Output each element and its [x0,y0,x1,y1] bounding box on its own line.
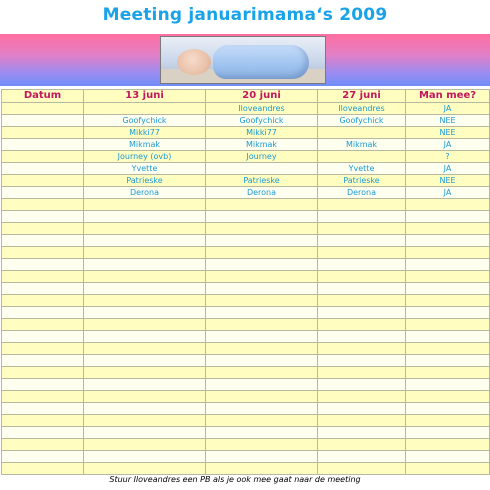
table-cell [206,295,318,307]
table-cell: Patrieske [318,175,406,187]
table-row [2,427,490,439]
column-header-man-mee: Man mee? [406,90,490,103]
table-row [2,187,490,199]
table-cell [318,451,406,463]
table-row [2,235,490,247]
table-cell [406,295,490,307]
table-cell [2,115,84,127]
table-cell [84,223,206,235]
table-cell [318,415,406,427]
table-cell [206,235,318,247]
table-cell [84,211,206,223]
table-cell [2,235,84,247]
table-cell: NEE [406,175,490,187]
table-cell [2,451,84,463]
table-cell: Iloveandres [318,103,406,115]
table-cell [2,163,84,175]
table-cell [206,319,318,331]
table-row [2,139,490,151]
table-row [2,199,490,211]
table-row [2,355,490,367]
table-cell [406,463,490,475]
table-cell [406,211,490,223]
table-cell [2,211,84,223]
table-row [2,247,490,259]
table-cell [206,307,318,319]
table-cell [84,271,206,283]
table-cell [406,355,490,367]
table-cell: Patrieske [206,175,318,187]
table-cell [2,127,84,139]
table-row [2,283,490,295]
table-cell [406,223,490,235]
table-cell [206,343,318,355]
table-cell [2,307,84,319]
table-cell [2,151,84,163]
table-cell [2,355,84,367]
table-cell [84,439,206,451]
table-cell [206,403,318,415]
table-cell [206,163,318,175]
table-cell: JA [406,163,490,175]
table-cell [318,247,406,259]
table-cell [318,307,406,319]
table-cell [318,379,406,391]
table-cell [206,283,318,295]
table-cell [318,127,406,139]
table-cell [2,319,84,331]
table-cell [318,403,406,415]
table-cell [318,319,406,331]
table-row [2,223,490,235]
table-cell [406,403,490,415]
table-cell [84,427,206,439]
column-header-13-juni: 13 juni [84,90,206,103]
table-cell [84,343,206,355]
table-cell: Goofychick [206,115,318,127]
table-cell [406,319,490,331]
table-cell [206,247,318,259]
table-cell [406,439,490,451]
table-cell [2,103,84,115]
footer-note: Stuur Iloveandres een PB als je ook mee gaat naar de meeting [109,475,361,484]
table-cell [406,271,490,283]
table-cell [84,319,206,331]
table-cell [2,427,84,439]
table-cell [406,451,490,463]
table-cell [206,391,318,403]
table-cell [84,331,206,343]
table-row [2,331,490,343]
table-cell [84,403,206,415]
column-header-20-juni: 20 juni [206,90,318,103]
table-cell [84,295,206,307]
table-cell [318,331,406,343]
table-cell [2,463,84,475]
table-cell: JA [406,103,490,115]
table-cell: ? [406,151,490,163]
table-cell: Journey (ovb) [84,151,206,163]
table-cell [2,199,84,211]
column-header-datum: Datum [2,90,84,103]
table-cell [84,415,206,427]
table-cell [206,379,318,391]
table-cell [84,355,206,367]
table-cell [84,451,206,463]
table-cell: JA [406,187,490,199]
table-cell [318,343,406,355]
table-cell [84,463,206,475]
header-row [2,90,490,103]
table-row [2,403,490,415]
table-cell: NEE [406,127,490,139]
table-cell: Yvette [84,163,206,175]
table-cell [318,151,406,163]
table-cell: Patrieske [84,175,206,187]
table-cell [84,103,206,115]
table-cell [406,331,490,343]
table-cell [406,283,490,295]
table-cell [2,439,84,451]
table-cell [2,391,84,403]
table-cell [318,439,406,451]
table-cell [318,235,406,247]
table-row [2,295,490,307]
table-cell [406,427,490,439]
table-cell [206,199,318,211]
table-cell [406,247,490,259]
table-cell [206,259,318,271]
table-row [2,463,490,475]
table-row [2,307,490,319]
table-cell [2,331,84,343]
table-cell [406,391,490,403]
table-cell: JA [406,139,490,151]
table-row [2,211,490,223]
table-cell [2,247,84,259]
table-cell [318,367,406,379]
table-row [2,439,490,451]
table-cell [406,379,490,391]
table-cell [2,175,84,187]
table-row [2,343,490,355]
page-title: Meeting januarimama‘s 2009 [102,5,388,25]
table-cell: Mikki77 [206,127,318,139]
table-cell [84,247,206,259]
table-cell: Iloveandres [206,103,318,115]
table-cell [206,451,318,463]
table-cell [406,343,490,355]
table-cell [2,283,84,295]
table-cell [2,379,84,391]
table-cell [406,307,490,319]
table-cell [318,295,406,307]
table-row [2,451,490,463]
table-cell [206,463,318,475]
table-cell [318,259,406,271]
table-cell [406,259,490,271]
table-cell [84,391,206,403]
table-cell [406,199,490,211]
table-cell [206,355,318,367]
table-cell [206,367,318,379]
table-cell [2,295,84,307]
table-cell: Mikki77 [84,127,206,139]
table-cell [84,367,206,379]
table-cell: Mikmak [84,139,206,151]
table-cell [84,307,206,319]
table-cell [2,343,84,355]
table-cell [84,259,206,271]
table-cell: Goofychick [318,115,406,127]
table-row [2,175,490,187]
table-cell: Derona [318,187,406,199]
table-cell [2,187,84,199]
table-cell [84,199,206,211]
table-cell [206,331,318,343]
table-row [2,103,490,115]
table-cell [318,463,406,475]
table-cell: NEE [406,115,490,127]
table-row [2,115,490,127]
meeting-table [1,89,490,475]
table-row [2,319,490,331]
baby-photo [160,36,326,84]
table-cell [84,379,206,391]
table-cell [406,235,490,247]
table-cell: Mikmak [318,139,406,151]
table-cell [318,199,406,211]
table-cell [206,439,318,451]
table-cell: Goofychick [84,115,206,127]
table-cell [206,223,318,235]
column-header-27-juni: 27 juni [318,90,406,103]
table-cell [2,259,84,271]
table-cell [2,367,84,379]
table-cell [2,223,84,235]
table-row [2,415,490,427]
table-cell [206,211,318,223]
table-cell: Journey [206,151,318,163]
table-row [2,391,490,403]
table-cell [318,211,406,223]
table-cell [318,223,406,235]
table-cell [406,367,490,379]
table-row [2,259,490,271]
table-cell [2,415,84,427]
table-row [2,367,490,379]
table-cell [2,271,84,283]
table-cell [2,403,84,415]
table-cell [318,271,406,283]
table-cell [84,283,206,295]
table-cell [2,139,84,151]
table-row [2,151,490,163]
table-cell [318,283,406,295]
table-cell [206,415,318,427]
table-cell: Yvette [318,163,406,175]
table-cell: Derona [206,187,318,199]
table-cell [406,415,490,427]
table-row [2,379,490,391]
table-cell: Derona [84,187,206,199]
table-cell [318,355,406,367]
table-cell [84,235,206,247]
table-row [2,163,490,175]
table-cell [318,427,406,439]
table-body [2,103,490,475]
table-row [2,271,490,283]
table-cell [206,271,318,283]
table-cell [206,427,318,439]
table-cell [318,391,406,403]
table-cell: Mikmak [206,139,318,151]
table-row [2,127,490,139]
